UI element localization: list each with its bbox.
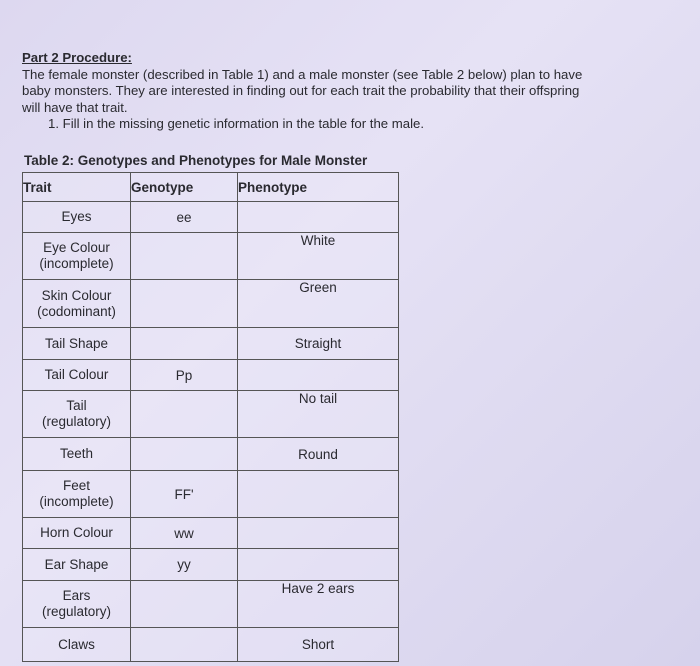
header-phenotype: Phenotype (238, 173, 399, 202)
table-row (23, 581, 399, 628)
trait-name: Teeth (59, 446, 94, 461)
procedure-line-2: baby monsters. They are interested in finding out for each trait the probability that their offspring (22, 83, 580, 98)
procedure-line-3: will have that trait. (22, 99, 128, 115)
table-row (23, 360, 399, 391)
table-row (23, 438, 399, 471)
trait-qualifier: (incomplete) (39, 256, 114, 271)
genotype-cell[interactable]: ww (131, 518, 238, 549)
trait-cell (23, 391, 131, 438)
trait-name: Eyes (61, 209, 92, 224)
procedure-heading: Part 2 Procedure: (22, 50, 132, 65)
phenotype-cell[interactable]: Have 2 ears (238, 581, 399, 628)
trait-cell (23, 438, 131, 471)
genotype-phenotype-table (22, 172, 399, 662)
trait-qualifier: (regulatory) (41, 414, 112, 429)
trait-qualifier: (regulatory) (41, 604, 112, 619)
genotype-cell[interactable] (131, 328, 238, 360)
trait-cell (23, 549, 131, 581)
table-row (23, 471, 399, 518)
trait-cell (23, 471, 131, 518)
trait-qualifier: (codominant) (37, 303, 116, 319)
phenotype-cell[interactable] (238, 518, 399, 549)
phenotype-cell[interactable] (238, 360, 399, 391)
genotype-cell[interactable]: yy (131, 549, 238, 581)
table-row (23, 280, 399, 328)
phenotype-cell[interactable]: White (238, 233, 399, 280)
trait-cell (23, 202, 131, 233)
phenotype-cell[interactable]: Straight (238, 328, 399, 360)
procedure-text (22, 50, 662, 133)
trait-name: Tail (66, 398, 87, 413)
table-row (23, 549, 399, 581)
trait-name: Horn Colour (40, 525, 113, 540)
trait-name: Feet (62, 478, 90, 493)
trait-name: Ears (62, 588, 91, 603)
trait-name: Tail Shape (44, 335, 109, 351)
trait-name: Skin Colour (41, 287, 112, 303)
trait-cell (23, 360, 131, 391)
header-genotype: Genotype (131, 173, 238, 202)
phenotype-cell[interactable] (238, 471, 399, 518)
genotype-cell[interactable]: Pp (131, 360, 238, 391)
table-row (23, 233, 399, 280)
trait-cell (23, 628, 131, 662)
table-row (23, 328, 399, 360)
phenotype-cell[interactable] (238, 549, 399, 581)
trait-name: Claws (58, 636, 95, 652)
genotype-cell[interactable] (131, 280, 238, 328)
procedure-line-1: The female monster (described in Table 1) and a male monster (see Table 2 below) plan to have (22, 66, 583, 82)
trait-cell (23, 233, 131, 280)
genotype-cell[interactable] (131, 438, 238, 471)
trait-cell (23, 581, 131, 628)
trait-name: Ear Shape (44, 556, 109, 572)
phenotype-cell[interactable] (238, 202, 399, 233)
genotype-cell[interactable] (131, 233, 238, 280)
header-trait: Trait (23, 173, 131, 202)
phenotype-cell[interactable]: Green (238, 280, 399, 328)
genotype-cell[interactable] (131, 581, 238, 628)
procedure-step-1: 1. Fill in the missing genetic information in the table for the male. (48, 116, 425, 131)
phenotype-cell[interactable]: Short (238, 628, 399, 662)
genotype-cell[interactable] (131, 391, 238, 438)
trait-name: Eye Colour (43, 240, 110, 255)
table-header-row (23, 173, 399, 202)
table-row (23, 518, 399, 549)
phenotype-cell[interactable]: Round (238, 438, 399, 471)
table-row (23, 391, 399, 438)
genotype-cell[interactable]: ee (131, 202, 238, 233)
trait-cell (23, 518, 131, 549)
trait-name: Tail Colour (44, 367, 109, 382)
phenotype-cell[interactable]: No tail (238, 391, 399, 438)
trait-cell (23, 280, 131, 328)
trait-qualifier: (incomplete) (39, 494, 114, 509)
trait-cell (23, 328, 131, 360)
table-caption: Table 2: Genotypes and Phenotypes for Male Monster (24, 153, 368, 168)
genotype-cell[interactable]: FF' (131, 471, 238, 518)
genotype-cell[interactable] (131, 628, 238, 662)
table-row (23, 202, 399, 233)
table-row (23, 628, 399, 662)
